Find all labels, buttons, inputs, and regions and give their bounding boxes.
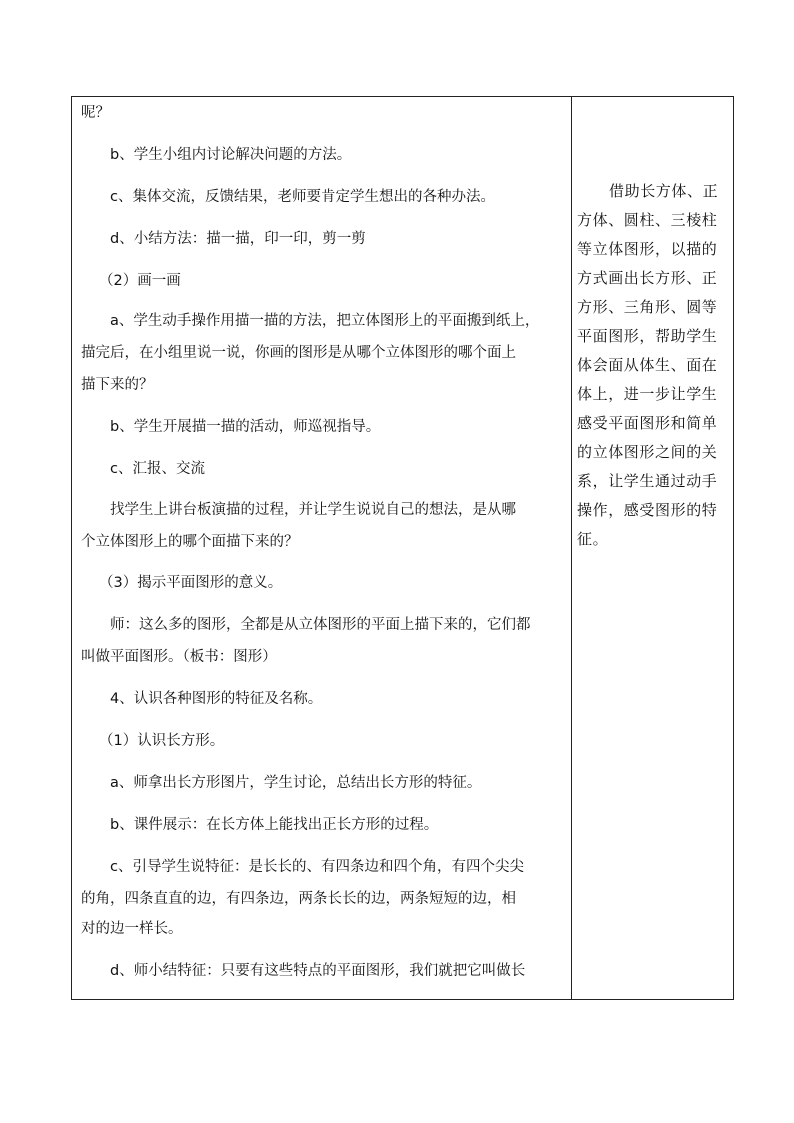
lesson-line: 的角，四条直直的边，有四条边，两条长长的边，两条短短的边，相 — [81, 891, 516, 907]
lesson-line: a、师拿出长方形图片，学生讨论，总结出长方形的特征。 — [110, 775, 482, 791]
lesson-line: 呢？ — [81, 105, 110, 121]
lesson-line: 描下来的？ — [81, 377, 154, 393]
lesson-line: c、集体交流，反馈结果，老师要肯定学生想出的各种办法。 — [110, 189, 495, 205]
intent-line: 感受平面图形和简单 — [577, 414, 718, 432]
lesson-line: b、学生开展描一描的活动，师巡视指导。 — [110, 419, 381, 435]
intent-line: 征。 — [577, 530, 609, 548]
lesson-line: 对的边一样长。 — [81, 921, 183, 937]
lesson-line: （2）画一画 — [99, 273, 181, 289]
lesson-line: d、师小结特征：只要有这些特点的平面图形，我们就把它叫做长 — [110, 963, 526, 979]
lesson-table — [71, 96, 734, 1000]
intent-line: 平面图形，帮助学生 — [577, 327, 718, 345]
intent-line: 方形、三角形、圆等 — [577, 298, 718, 316]
lesson-line: 师：这么多的图形，全都是从立体图形的平面上描下来的，它们都 — [110, 617, 531, 633]
intent-line: 体上，进一步让学生 — [577, 385, 718, 403]
lesson-line: a、学生动手操作用描一描的方法，把立体图形上的平面搬到纸上， — [110, 313, 540, 329]
lesson-line: 叫做平面图形。（板书：图形） — [81, 649, 277, 665]
lesson-line: 找学生上讲台板演描的过程，并让学生说说自己的想法，是从哪 — [110, 502, 516, 518]
lesson-line: b、课件展示：在长方体上能找出正长方形的过程。 — [110, 817, 439, 833]
lesson-line: 描完后，在小组里说一说，你画的图形是从哪个立体图形的哪个面上 — [81, 345, 516, 361]
lesson-line: 个立体图形上的哪个面描下来的？ — [81, 534, 299, 550]
column-divider — [571, 97, 572, 999]
intent-line: 系，让学生通过动手 — [577, 472, 718, 490]
lesson-line: 4、认识各种图形的特征及名称。 — [110, 691, 323, 707]
intent-line: 借助长方体、正 — [609, 182, 719, 200]
lesson-line: c、引导学生说特征：是长长的、有四条边和四个角，有四个尖尖 — [110, 859, 524, 875]
intent-line: 方式画出长方形、正 — [577, 269, 718, 287]
lesson-line: b、学生小组内讨论解决问题的方法。 — [110, 147, 352, 163]
lesson-line: （1）认识长方形。 — [99, 733, 225, 749]
lesson-line: （3）揭示平面图形的意义。 — [99, 575, 283, 591]
intent-line: 体会面从体生、面在 — [577, 356, 718, 374]
intent-line: 方体、圆柱、三棱柱 — [577, 211, 718, 229]
intent-line: 等立体图形，以描的 — [577, 240, 718, 258]
lesson-line: c、汇报、交流 — [110, 461, 205, 477]
lesson-line: d、小结方法：描一描，印一印，剪一剪 — [110, 231, 366, 247]
intent-line: 的立体图形之间的关 — [577, 443, 718, 461]
intent-line: 操作，感受图形的特 — [577, 501, 718, 519]
